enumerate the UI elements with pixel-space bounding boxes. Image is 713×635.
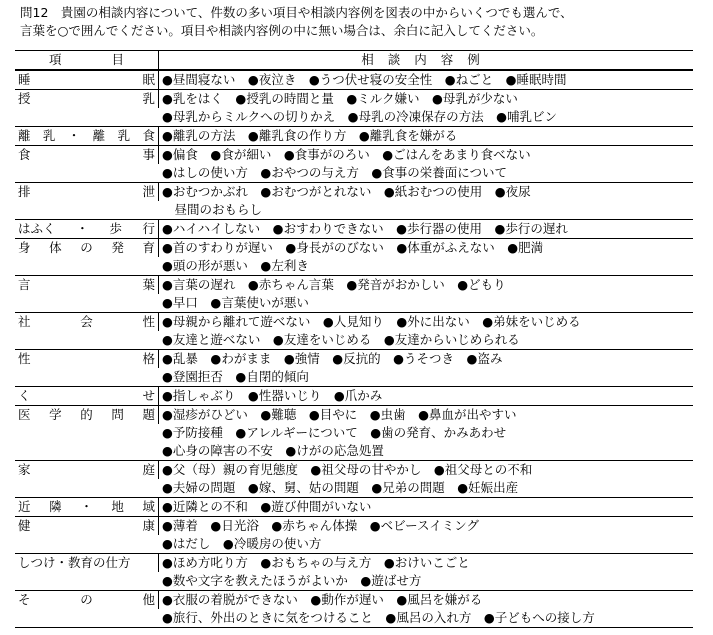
example-line: ●心身の障害の不安 ●けがの応急処置: [162, 443, 384, 458]
item-label-part: 乳: [117, 128, 131, 143]
item-label-part: 睡: [18, 72, 31, 87]
example-line: ●乳をはく ●授乳の時間と量 ●ミルク嫌い ●母乳が少ない: [162, 91, 518, 106]
item-label-part: 康: [142, 518, 155, 533]
example-line: ●友達と遊べない ●友達をいじめる ●友達からいじめられる: [162, 332, 520, 347]
item-label-part: の: [80, 592, 93, 607]
table-row: [15, 219, 693, 238]
table-row: [15, 553, 693, 590]
question-text: [20, 4, 573, 40]
item-label-part: 育: [142, 240, 155, 255]
example-line: ●ハイハイしない ●おすわりできない ●歩行器の使用 ●歩行の遅れ: [162, 221, 568, 236]
item-label-part: 泄: [142, 184, 155, 199]
table-row: [15, 516, 693, 553]
item-label-part: 排: [18, 184, 31, 199]
item-label-part: 行: [142, 221, 155, 236]
item-label-part: 学: [49, 407, 62, 422]
example-line: ●指しゃぶり ●性器いじり ●爪かみ: [162, 388, 383, 403]
table-row: [15, 386, 693, 405]
item-label-part: 格: [142, 351, 155, 366]
example-line: ●乱暴 ●わがまま ●強情 ●反抗的 ●うそつき ●盗み: [162, 351, 503, 366]
example-line: ●湿疹がひどい ●難聴 ●目やに ●虫歯 ●鼻血が出やすい: [162, 407, 517, 422]
example-line: ●予防接種 ●アレルギーについて ●歯の発育、かみあわせ: [162, 425, 507, 440]
item-cell: [15, 71, 159, 89]
item-label-part: 食: [142, 128, 155, 143]
item-label-part: 葉: [142, 277, 155, 292]
item-label-part: 食: [18, 147, 31, 162]
table-row: [15, 126, 693, 145]
examples-cell: [159, 461, 693, 497]
item-label-part: 乳: [142, 91, 155, 106]
example-line: ●偏食 ●食が細い ●食事がのろい ●ごはんをあまり食べない: [162, 147, 531, 162]
item-cell: [15, 146, 159, 164]
table-header-row: [15, 51, 693, 70]
table-row: [15, 275, 693, 312]
examples-cell: [159, 239, 693, 275]
example-line: ●はしの使い方 ●おやつの与え方 ●食事の栄養面について: [162, 165, 507, 180]
example-line: ●父（母）親の育児態度 ●祖父母の甘やかし ●祖父母との不和: [162, 462, 533, 477]
table-row: [15, 70, 693, 89]
item-label-part: ・: [80, 499, 93, 514]
item-cell: [15, 127, 159, 145]
item-label-part: 授: [18, 91, 31, 106]
item-cell: [15, 517, 159, 535]
table-row: [15, 349, 693, 386]
examples-cell: [159, 71, 693, 89]
examples-cell: [159, 276, 693, 312]
item-label-part: 域: [142, 499, 155, 514]
item-label-part: そ: [18, 592, 31, 607]
examples-cell: [159, 591, 693, 627]
header-item-char: 項: [48, 52, 62, 67]
question-line-1: 問12 貴園の相談内容について、件数の多い項目や相談内容例を図表の中からいくつでも選んで、: [20, 5, 573, 20]
item-label-part: ・: [76, 221, 89, 236]
example-line: ●薄着 ●日光浴 ●赤ちゃん体操 ●ベビースイミング: [162, 518, 480, 533]
item-cell: [15, 183, 159, 201]
example-line: ●母乳からミルクへの切りかえ ●母乳の冷凍保存の方法 ●哺乳ビン: [162, 109, 557, 124]
item-label-part: せ: [142, 388, 155, 403]
item-cell: [15, 276, 159, 294]
header-examples-label: 相談内容例: [361, 52, 494, 67]
item-label-part: の: [80, 240, 93, 255]
examples-cell: [159, 146, 693, 182]
table-row: [15, 497, 693, 516]
item-cell: [15, 461, 159, 479]
item-label-part: 性: [18, 351, 31, 366]
table-row: [15, 405, 693, 460]
examples-cell: [159, 498, 693, 516]
item-cell: [15, 313, 159, 331]
item-cell: [15, 220, 159, 238]
example-line: ●近隣との不和 ●遊び仲間がいない: [162, 499, 372, 514]
item-cell: [15, 554, 159, 572]
example-line: ●言葉の遅れ ●赤ちゃん言葉 ●発音がおかしい ●どもり: [162, 277, 506, 292]
item-label-part: く: [18, 388, 31, 403]
item-label-part: 言: [18, 277, 31, 292]
item-label-part: 庭: [142, 462, 155, 477]
example-line: ●早口 ●言葉使いが悪い: [162, 295, 309, 310]
examples-cell: [159, 350, 693, 386]
item-cell: [15, 591, 159, 609]
table-row: [15, 590, 693, 627]
examples-cell: [159, 387, 693, 405]
item-label-part: 的: [80, 407, 93, 422]
table-row: [15, 89, 693, 126]
example-line: ●ほめ方叱り方 ●おもちゃの与え方 ●おけいこごと: [162, 555, 470, 570]
item-label-part: 地: [111, 499, 124, 514]
example-line: ●おむつかぶれ ●おむつがとれない ●紙おむつの使用 ●夜尿: [162, 184, 531, 199]
example-line: ●旅行、外出のときに気をつけること ●風呂の入れ方 ●子どもへの接し方: [162, 610, 595, 625]
example-line: ●登園拒否 ●自閉的傾向: [162, 369, 309, 384]
examples-cell: [159, 406, 693, 460]
item-label-part: 乳: [42, 128, 56, 143]
item-label-part: 離: [92, 128, 106, 143]
item-label-part: 家: [18, 462, 31, 477]
table-row: [15, 460, 693, 497]
example-line: ●衣服の着脱ができない ●動作が遅い ●風呂を嫌がる: [162, 592, 483, 607]
item-label-part: 身: [18, 240, 31, 255]
item-label-part: 近: [18, 499, 31, 514]
consultation-table: [15, 50, 693, 628]
item-label-part: 問: [111, 407, 124, 422]
example-line: ●はだし ●冷暖房の使い方: [162, 536, 322, 551]
example-line: 昼間のおもらし: [162, 202, 263, 217]
item-label-part: 社: [18, 314, 31, 329]
question-line-2: 言葉を○で囲んでください。項目や相談内容例の中に無い場合は、余白に記入してください。: [20, 23, 544, 38]
item-cell: [15, 498, 159, 516]
item-label-part: 題: [142, 407, 155, 422]
table-row: [15, 238, 693, 275]
item-label-part: 隣: [49, 499, 62, 514]
item-cell: [15, 406, 159, 424]
example-line: ●離乳の方法 ●離乳食の作り方 ●離乳食を嫌がる: [162, 128, 458, 143]
item-label-part: はふく: [18, 221, 56, 236]
item-label-part: 体: [49, 240, 62, 255]
examples-cell: [159, 313, 693, 349]
item-cell: [15, 350, 159, 368]
item-label-part: 他: [142, 592, 155, 607]
item-label-part: 事: [142, 147, 155, 162]
item-label-part: 健: [18, 518, 31, 533]
item-label-part: しつけ・教育の仕方: [18, 555, 131, 570]
example-line: ●昼間寝ない ●夜泣き ●うつ伏せ寝の安全性 ●ねごと ●睡眠時間: [162, 72, 567, 87]
item-label-part: ・: [67, 128, 81, 143]
examples-cell: [159, 220, 693, 238]
header-item-cell: [15, 51, 159, 69]
example-line: ●母親から離れて遊べない ●人見知り ●外に出ない ●弟妹をいじめる: [162, 314, 581, 329]
example-line: ●首のすわりが遅い ●身長がのびない ●体重がふえない ●肥満: [162, 240, 544, 255]
header-examples-cell: [159, 51, 693, 69]
table-row: [15, 312, 693, 349]
item-label-part: 歩: [109, 221, 122, 236]
item-label-part: 性: [142, 314, 155, 329]
item-label-part: 離: [18, 128, 31, 143]
item-cell: [15, 387, 159, 405]
item-label-part: 眠: [142, 72, 155, 87]
examples-cell: [159, 90, 693, 126]
item-cell: [15, 239, 159, 257]
examples-cell: [159, 127, 693, 145]
item-label-part: 会: [80, 314, 93, 329]
examples-cell: [159, 554, 693, 590]
example-line: ●頭の形が悪い ●左利き: [162, 258, 309, 273]
examples-cell: [159, 183, 693, 219]
table-row: [15, 182, 693, 219]
item-label-part: 発: [111, 240, 124, 255]
examples-cell: [159, 517, 693, 553]
table-row: [15, 145, 693, 182]
item-label-part: 医: [18, 407, 31, 422]
example-line: ●夫婦の問題 ●嫁、舅、姑の問題 ●兄弟の問題 ●妊娠出産: [162, 480, 519, 495]
header-item-char: 目: [111, 52, 125, 67]
example-line: ●数や文字を教えたほうがよいか ●遊ばせ方: [162, 573, 422, 588]
item-cell: [15, 90, 159, 108]
